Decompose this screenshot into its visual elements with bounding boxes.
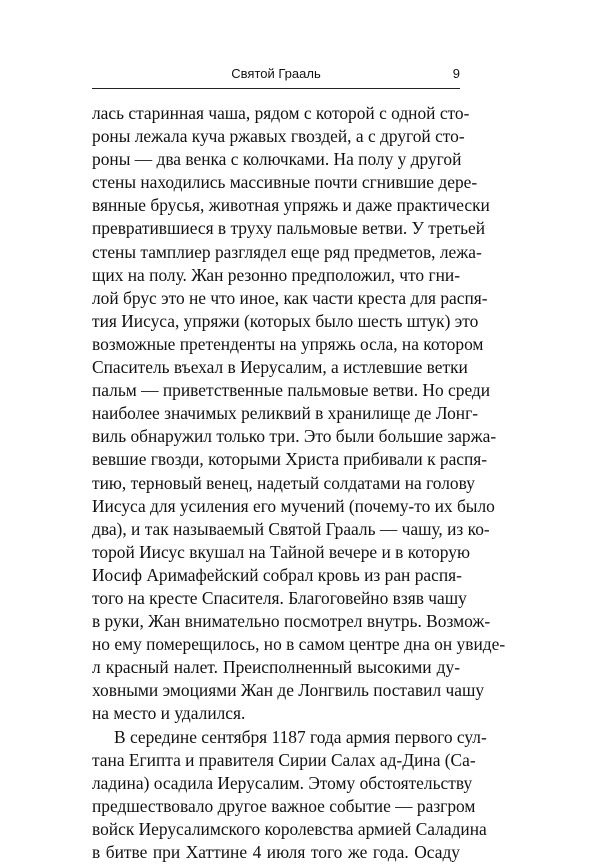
text-line: два), и так называемый Святой Грааль — чашу, из ко- (92, 518, 490, 539)
text-line: того на кресте Спасителя. Благоговейно взяв чашу (92, 587, 467, 608)
text-line: л красный налет. Преисполненный высокими ду- (92, 657, 460, 678)
text-line: Иисуса для усиления его мучений (почему-то их было (92, 495, 495, 516)
text-line: щих на полу. Жан резонно предположил, что гни- (92, 264, 460, 285)
text-line: предшествовало другое важное событие — разгром (92, 795, 476, 816)
text-line: вевшие гвозди, которыми Христа прибивали к распя- (92, 449, 488, 470)
running-header (92, 64, 460, 84)
running-title: Святой Грааль (231, 66, 321, 81)
text-line: Спаситель въехал в Иерусалим, а истлевшие ветки (92, 357, 468, 378)
text-line: на место и удалился. (92, 703, 246, 724)
text-line: наиболее значимых реликвий в хранилище де Лонг- (92, 403, 479, 424)
text-line: виль обнаружил только три. Это были большие заржа- (92, 426, 497, 447)
body-text (92, 102, 506, 864)
page-number: 9 (452, 66, 460, 81)
text-line: лой брус это не что иное, как части креста для распя- (92, 287, 488, 308)
text-line: ладина) осадила Иерусалим. Этому обстоятельству (92, 772, 473, 793)
text-line: войск Иерусалимского королевства армией Саладина (92, 818, 487, 839)
text-line: Иосиф Аримафейский собрал кровь из ран распя- (92, 564, 462, 585)
text-line: вянные брусья, животная упряжь и даже практически (92, 195, 490, 216)
text-line: тия Иисуса, упряжи (которых было шесть штук) это (92, 310, 479, 331)
text-line: стены тамплиер разглядел еще ряд предметов, лежа- (92, 241, 482, 262)
text-line: стены находились массивные почти сгнившие дере- (92, 172, 478, 193)
text-line: возможные претенденты на упряжь осла, на котором (92, 333, 484, 354)
text-line: в битве при Хаттине 4 июля того же года. Осаду (92, 842, 460, 862)
text-line: роны — два венка с колючками. На полу у другой (92, 149, 462, 170)
header-rule (92, 88, 460, 89)
text-line: ховными эмоциями Жан де Лонгвиль поставил чашу (92, 680, 485, 701)
text-line: В середине сентября 1187 года армия первого сул- (114, 726, 487, 747)
text-line: роны лежала куча ржавых гвоздей, а с другой сто- (92, 126, 465, 147)
text-line: пальм — приветственные пальмовые ветви. Но среди (92, 380, 491, 401)
text-line: но ему померещилось, но в самом центре дна он увиде- (92, 634, 506, 655)
text-line: превратившиеся в труху пальмовые ветви. У третьей (92, 218, 486, 239)
text-line: тию, терновый венец, надетый солдатами на голову (92, 472, 475, 493)
text-line: лась старинная чаша, рядом с которой с одной сто- (92, 103, 470, 123)
text-line: в руки, Жан внимательно посмотрел внутрь. Возмож- (92, 611, 491, 632)
text-line: тана Египта и правителя Сирии Салах ад-Дина (Са- (92, 749, 476, 770)
text-line: торой Иисус вкушал на Тайной вечере и в которую (92, 541, 470, 562)
